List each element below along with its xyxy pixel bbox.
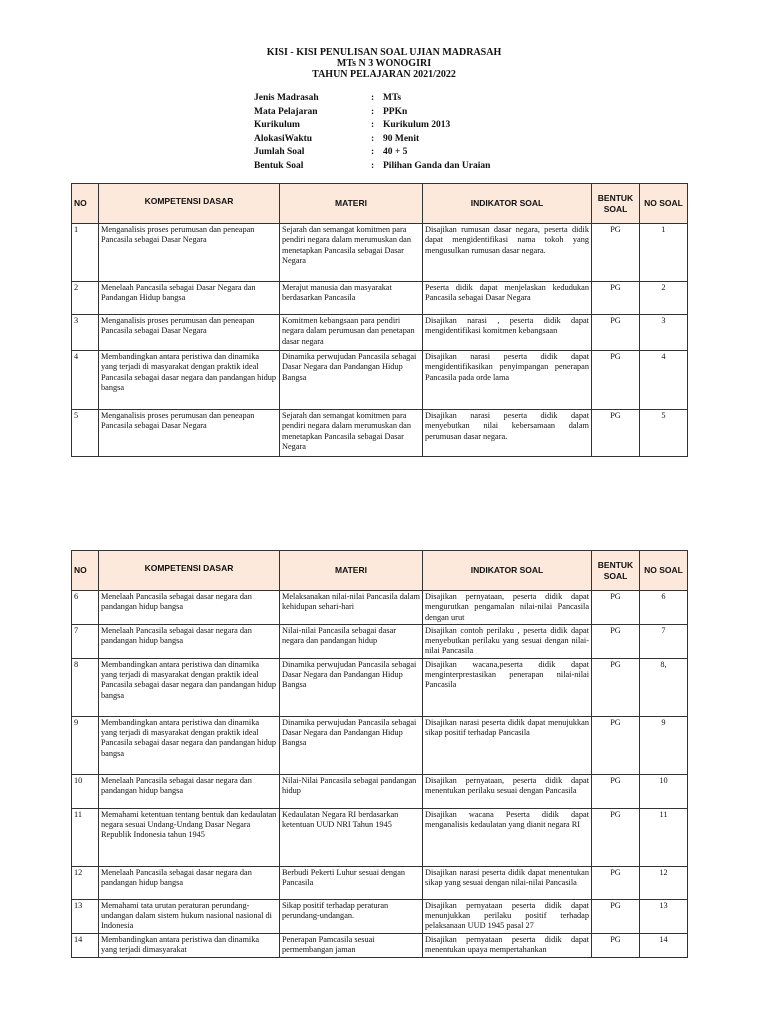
col-header-materi: MATERI [280,184,423,224]
bentuk-soal-cell: PG [592,410,640,457]
materi-cell: Berbudi Pekerti Luhur sesuai dengan Pancasila [280,866,423,899]
bentuk-soal-cell: PG [592,282,640,315]
meta-row [254,133,490,147]
table-row [72,716,688,774]
meta-value: PPKn [383,106,408,117]
materi-cell: Dinamika perwujudan Pancasila sebagai Dasar Negara dan Pandangan Hidup Bangsa [280,351,423,410]
row-number: 3 [72,315,99,351]
table-row [72,410,688,457]
table-row [72,933,688,957]
materi-cell: Sejarah dan semangat komitmen para pendiri negara dalam merumuskan dan menetapkan Pancasila sebagai Dasar Negara [280,224,423,282]
table-row [72,224,688,282]
col-header-indikator: INDIKATOR SOAL [423,184,592,224]
no-soal-cell: 11 [640,808,688,866]
no-soal-cell: 3 [640,315,688,351]
table-row [72,351,688,410]
no-soal-cell: 8, [640,658,688,716]
materi-cell: Sejarah dan semangat komitmen para pendiri negara dalam merumuskan dan menetapkan Pancasila sebagai Dasar Negara [280,410,423,457]
no-soal-cell: 10 [640,774,688,808]
table-row [72,282,688,315]
indikator-cell: Disajikan narasi , peserta didik dapat mengidentifikasi komitmen kebangsaan [423,315,592,351]
no-soal-cell: 5 [640,410,688,457]
row-number: 4 [72,351,99,410]
row-number: 6 [72,591,99,625]
table-row [72,808,688,866]
meta-key: Kurikulum [254,120,300,130]
bentuk-soal-cell: PG [592,315,640,351]
kompetensi-dasar-cell: Memahami ketentuan tentang bentuk dan kedaulatan negara sesuai Undang-Undang Dasar Negara Republik Indonesia tahun 1945 [99,808,280,866]
meta-row [254,146,490,160]
meta-sep: : [371,147,375,157]
row-number: 11 [72,808,99,866]
col-header-kompetensi-dasar: KOMPETENSI DASAR [99,184,280,224]
row-number: 5 [72,410,99,457]
bentuk-soal-cell: PG [592,933,640,957]
materi-cell: Sikap positif terhadap peraturan perundang-undangan. [280,899,423,933]
materi-cell: Dinamika perwujudan Pancasila sebagai Dasar Negara dan Pandangan Hidup Bangsa [280,716,423,774]
bentuk-soal-cell: PG [592,808,640,866]
meta-value: MTs [383,93,402,103]
kompetensi-dasar-cell: Menganalisis proses perumusan dan peneapan Pancasila sebagai Dasar Negara [99,410,280,457]
materi-cell: Nilai-nilai Pancasila sebagai dasar negara dan pandangan hidup [280,624,423,658]
meta-key: Bentuk Soal [254,160,304,171]
bentuk-soal-cell: PG [592,899,640,933]
meta-key: Jenis Madrasah [254,93,319,103]
indikator-cell: Disajikan pernyataan, peserta didik dapat menentukan perilaku sesuai dengan Pancasila [423,774,592,808]
materi-cell: Komitmen kebangsaan para pendiri negara dalam perumusan dan penetapan dasar negara [280,315,423,351]
bentuk-soal-cell: PG [592,716,640,774]
indikator-cell: Disajikan narasi peserta didik dapat mengidentifikasikan penyimpangan penerapan Pancasila pada orde lama [423,351,592,410]
bentuk-soal-cell: PG [592,774,640,808]
table-row [72,774,688,808]
kompetensi-dasar-cell: Menganalisis proses perumusan dan peneapan Pancasila sebagai Dasar Negara [99,224,280,282]
table-body [72,224,688,457]
table-header-row [72,551,688,591]
doc-title-line2: MTs N 3 WONOGIRI [336,58,432,69]
kompetensi-dasar-cell: Menelaah Pancasila sebagai dasar negara dan pandangan hidup bangsa [99,591,280,625]
table-body [72,591,688,958]
row-number: 1 [72,224,99,282]
no-soal-cell: 6 [640,591,688,625]
table-row [72,658,688,716]
materi-cell: Dinamika perwujudan Pancasila sebagai Dasar Negara dan Pandangan Hidup Bangsa [280,658,423,716]
kompetensi-dasar-cell: Menelaah Pancasila sebagai dasar negara dan pandangan hidup bangsa [99,866,280,899]
materi-cell: Nilai-Nilai Pancasila sebagai pandangan hidup [280,774,423,808]
meta-sep: : [371,160,375,171]
indikator-cell: Disajikan narasi peserta didik dapat menujukkan sikap positif terhadap Pancasila [423,716,592,774]
doc-title-line1: KISI - KISI PENULISAN SOAL UJIAN MADRASAH [266,47,502,58]
materi-cell: Merajut manusia dan masyarakat berdasarkan Pancasila [280,282,423,315]
materi-cell: Kedaulatan Negara RI berdasarkan ketentuan UUD NRI Tahun 1945 [280,808,423,866]
row-number: 14 [72,933,99,957]
indikator-cell: Disajikan pernyataan peserta didik dapat menentukan upaya mempertahankan [423,933,592,957]
meta-sep: : [371,106,375,117]
meta-key: Mata Pelajaran [254,106,318,117]
meta-sep: : [371,120,375,130]
row-number: 12 [72,866,99,899]
col-header-no: NO [72,551,99,591]
bentuk-soal-cell: PG [592,658,640,716]
table-row [72,315,688,351]
kompetensi-dasar-cell: Menelaah Pancasila sebagai dasar negara dan pandangan hidup bangsa [99,774,280,808]
table-row [72,624,688,658]
no-soal-cell: 4 [640,351,688,410]
indikator-cell: Disajikan pernyataan, peserta didik dapat mengurutkan pengamalan nilai-nilai Pancasila dengan urut [423,591,592,625]
kompetensi-dasar-cell: Membandingkan antara peristiwa dan dinamika yang terjadi di masyarakat dengan praktik ideal Pancasila sebagai dasar negara dan pandangan hidup bangsa [99,351,280,410]
no-soal-cell: 13 [640,899,688,933]
row-number: 8 [72,658,99,716]
bentuk-soal-cell: PG [592,866,640,899]
meta-block [254,92,490,173]
meta-row [254,160,490,174]
meta-row [254,92,490,106]
no-soal-cell: 1 [640,224,688,282]
col-header-indikator: INDIKATOR SOAL [423,551,592,591]
row-number: 7 [72,624,99,658]
bentuk-soal-cell: PG [592,351,640,410]
doc-title-line3: TAHUN PELAJARAN 2021/2022 [312,69,456,80]
meta-row [254,119,490,133]
bentuk-soal-cell: PG [592,591,640,625]
meta-value: 40 + 5 [383,147,408,157]
col-header-kompetensi-dasar: KOMPETENSI DASAR [99,551,280,591]
indikator-cell: Disajikan contoh perilaku , peserta didik dapat menyebutkan perilaku yang sesuai dengan nilai-nilai Pancasila [423,624,592,658]
table-header-row [72,184,688,224]
materi-cell: Penerapan Pamcasila sesuai permembangan jaman [280,933,423,957]
table-row [72,591,688,625]
no-soal-cell: 9 [640,716,688,774]
kompetensi-dasar-cell: Menelaah Pancasila sebagai Dasar Negara dan Pandangan Hidup bangsa [99,282,280,315]
meta-key: Jumlah Soal [254,147,305,157]
no-soal-cell: 14 [640,933,688,957]
indikator-cell: Disajikan wacana Peserta didik dapat menganalisis kedaulatan yang dianit negara RI [423,808,592,866]
no-soal-cell: 2 [640,282,688,315]
indikator-cell: Disajikan narasi peserta didik dapat menyebutkan nilai kebersamaan dalam perumusan dasar negara. [423,410,592,457]
bentuk-soal-cell: PG [592,624,640,658]
col-header-bentuk-soal: BENTUK SOAL [592,551,640,591]
indikator-cell: Disajikan narasi peserta didik dapat menentukan sikap yang sesuai dengan nilai-nilai Pancasila [423,866,592,899]
table-row [72,866,688,899]
meta-value: Kurikulum 2013 [383,120,451,130]
meta-value: 90 Menit [383,133,420,144]
kisi-table-2 [71,550,688,958]
kompetensi-dasar-cell: Memahami tata urutan peraturan perundang-undangan dalam sistem hukum nasional nasional di Indonesia [99,899,280,933]
indikator-cell: Disajikan pernyataan peserta didik dapat menunjukkan perilaku positif terhadap pelaksanaan UUD 1945 pasal 27 [423,899,592,933]
kompetensi-dasar-cell: Menelaah Pancasila sebagai dasar negara dan pandangan hidup bangsa [99,624,280,658]
col-header-no-soal: NO SOAL [640,551,688,591]
bentuk-soal-cell: PG [592,224,640,282]
meta-row [254,106,490,120]
meta-key: AlokasiWaktu [254,133,313,144]
kompetensi-dasar-cell: Menganalisis proses perumusan dan peneapan Pancasila sebagai Dasar Negara [99,315,280,351]
kompetensi-dasar-cell: Membandingkan antara peristiwa dan dinamika yang terjadi dimasyarakat [99,933,280,957]
kompetensi-dasar-cell: Membandingkan antara peristiwa dan dinamika yang terjadi di masyarakat dengan praktik ideal Pancasila sebagai dasar negara dan pandangan hidup bangsa [99,658,280,716]
col-header-bentuk-soal: BENTUK SOAL [592,184,640,224]
row-number: 13 [72,899,99,933]
materi-cell: Melaksanakan nilai-nilai Pancasila dalam kehidupan sehari-hari [280,591,423,625]
row-number: 2 [72,282,99,315]
col-header-no: NO [72,184,99,224]
row-number: 10 [72,774,99,808]
indikator-cell: Disajikan rumusan dasar negara, peserta didik dapat mengidentifikasi nama tokoh yang mengusulkan rumusan dasar negara. [423,224,592,282]
meta-sep: : [371,133,375,144]
kisi-table-1 [71,183,688,457]
meta-sep: : [371,93,375,103]
meta-value: Pilihan Ganda dan Uraian [383,160,491,171]
col-header-no-soal: NO SOAL [640,184,688,224]
indikator-cell: Peserta didik dapat menjelaskan kedudukan Pancasila sebagai Dasar Negara [423,282,592,315]
table-row [72,899,688,933]
col-header-materi: MATERI [280,551,423,591]
no-soal-cell: 12 [640,866,688,899]
indikator-cell: Disajikan wacana,peserta didik dapat menginterprestasikan penerapan nilai-nilai Pancasila [423,658,592,716]
kompetensi-dasar-cell: Membandingkan antara peristiwa dan dinamika yang terjadi di masyarakat dengan praktik ideal Pancasila sebagai dasar negara dan pandangan hidup bangsa [99,716,280,774]
no-soal-cell: 7 [640,624,688,658]
row-number: 9 [72,716,99,774]
